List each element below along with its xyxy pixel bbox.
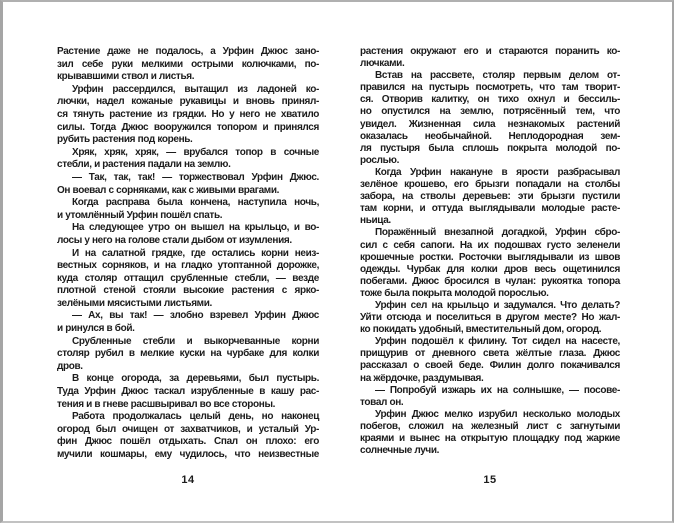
text-line: куда столяр оттащил срубленные стебли, — везде [57,272,319,284]
book-page-right [360,46,620,496]
text-line: Туда Урфин Джюс таскал изрубленные в кашу рас- [57,386,319,398]
text-line: Урфин сел на крыльцо и задумался. Что делать? [375,299,620,311]
text-line: одежды. Чурбак для колки дров весь ощетинился [360,263,620,275]
text-line: дров. [57,360,83,372]
paragraph [360,227,620,300]
text-line: ко покидать удобный, вместительный дом, огород. [360,324,602,336]
text-line: Уйти отсюда и поселиться в другом месте? Но жал- [360,312,620,324]
text-line: И на салатной грядке, где остались корни неиз- [72,247,319,259]
page-number-left: 14 [181,474,195,486]
text-line: зелёными мясистыми листьями. [57,297,212,309]
text-line: и утомлённый Урфин пошёл спать. [57,209,223,221]
text-line: ля пустыря была сплошь покрыта молодой по- [360,142,620,154]
paragraph [360,409,620,457]
text-line: лосы у него на голове стали дыбом от изумления. [57,234,292,246]
paragraph [57,84,319,147]
text-line: зил себе руки мелкими острыми колючками, по- [57,58,319,70]
page-text-right [360,46,620,457]
paragraph [57,373,319,411]
text-line: Поражённый внезапной догадкой, Урфин сбро- [375,227,620,239]
book-page-left [57,46,319,496]
text-line: мучили кошмары, ему чудилось, что неизвестные [57,449,319,460]
paragraph [57,248,319,311]
paragraph [360,46,620,70]
paragraph [360,336,620,384]
text-line: Растение даже не подалось, а Урфин Джюс зано- [57,46,319,57]
text-line: солнечные лучи. [360,445,440,457]
text-line: Когда Урфин накануне в ярости разбрасывал [375,166,620,178]
paragraph [57,197,319,222]
text-line: столяр рубил в мелкие куски на чурбаке для колки [57,348,319,360]
text-line: Урфин рассердился, вытащил из ладоней ко- [72,83,319,95]
text-line: забора, на стволы деревьев: эти брызги пустили [360,191,620,203]
text-line: Урфин Джюс мелко изрубил несколько молодых [375,408,620,420]
text-line: плотной стеной стояли высокие растения с ярко- [57,285,319,297]
paragraph [57,310,319,335]
paragraph [57,336,319,374]
text-line: рассказал о своей беде. Филин долго покачивался [360,360,620,372]
text-line: Срубленные стебли и выкорчеванные корни [72,335,319,347]
text-line: Урфин подошёл к филину. Тот сидел на насесте, [375,336,620,348]
text-line: увидел. Жизненная сила незнакомых растений [360,118,620,130]
paragraph [57,222,319,247]
text-line: но опустился на землю, потрясённый тем, что [360,106,620,118]
paragraph [57,172,319,197]
paragraph [360,167,620,227]
text-line: лючки, надел кожаные рукавицы и вновь принял- [57,96,319,108]
text-line: В конце огорода, за деревьями, был пустырь. [72,373,319,385]
paragraph [57,147,319,172]
text-line: и ринулся в бой. [57,323,135,335]
text-line: рубить растения под корень. [57,134,193,146]
text-line: фин Джюс пошёл отдыхать. Спал он плохо: его [57,436,319,448]
text-line: лючками. [360,58,405,70]
text-line: оказалась необычайной. Неплодородная зем- [360,130,620,142]
paragraph [360,70,620,167]
text-line: Хряк, хряк, хряк, — врубался топор в сочные [72,146,319,158]
text-line: рослью. [360,154,400,166]
text-line: на жёрдочке, раздумывая. [360,372,484,384]
text-line: вестных сорняков, и на гладко утоптанной дорожке, [57,260,319,272]
paragraph [57,411,319,461]
text-line: побегов, сложил на железный лист с загнутыми [360,420,620,432]
text-line: ся тянуть растение из грядки. Но у него не хватило [57,108,319,120]
text-line: краями и вынес на открытую площадку под жаркие [360,433,620,444]
text-line: Встав на рассвете, столяр первым делом от- [375,70,620,82]
text-line: На следующее утро он вышел на крыльцо, и во- [72,222,319,234]
text-line: Работа продолжалась целый день, но наконец [72,411,319,423]
text-line: тоже была покрыта молодой порослью. [360,287,549,299]
text-line: Когда расправа была кончена, наступила ночь, [72,197,319,209]
text-line: — Так, так, так! — торжествовал Урфин Джюс. [72,171,319,183]
paragraph [360,385,620,409]
paragraph [57,46,319,84]
text-line: — Попробуй изжарь их на солнышке, — посове- [375,384,620,396]
text-line: там корни, и оттуда выглядывали молодые расте- [360,203,620,215]
text-line: зелёное крошево, его брызги попадали на столбы [360,179,620,191]
text-line: правился на пустырь посмотреть, что там творит- [360,82,620,94]
page-text-left [57,46,319,462]
page-number-right: 15 [483,474,497,486]
paragraph [360,300,620,336]
text-line: огород был очищен от захватчиков, и усталый Ур- [57,423,319,435]
text-line: побегами. Джюс бросился в чулан: рукоятка топора [360,275,620,287]
text-line: товал он. [360,396,404,408]
text-line: сил с себя сапоги. На их подошвах густо зеленели [360,239,620,251]
text-line: крошечные ростки. Росточки выглядывали из швов [360,251,620,263]
text-line: ньица. [360,215,391,227]
text-line: прищурив от дневного света жёлтые глаза. Джюс [360,348,620,360]
text-line: стебли, и растения падали на землю. [57,159,231,171]
text-line: растения окружают его и стараются поранить ко- [360,46,620,57]
text-line: Он воевал с сорняками, как с живыми врагами. [57,184,280,196]
text-line: тения и в гневе расшвыривал во все стороны. [57,398,276,410]
text-line: крывавшими ствол и листья. [57,71,195,83]
text-line: ся. Отворив калитку, он тихо охнул и бессиль- [360,94,620,106]
text-line: — Ах, вы так! — злобно взревел Урфин Джюс [72,310,319,322]
text-line: силы. Тогда Джюс вооружился топором и принялся [57,121,319,133]
